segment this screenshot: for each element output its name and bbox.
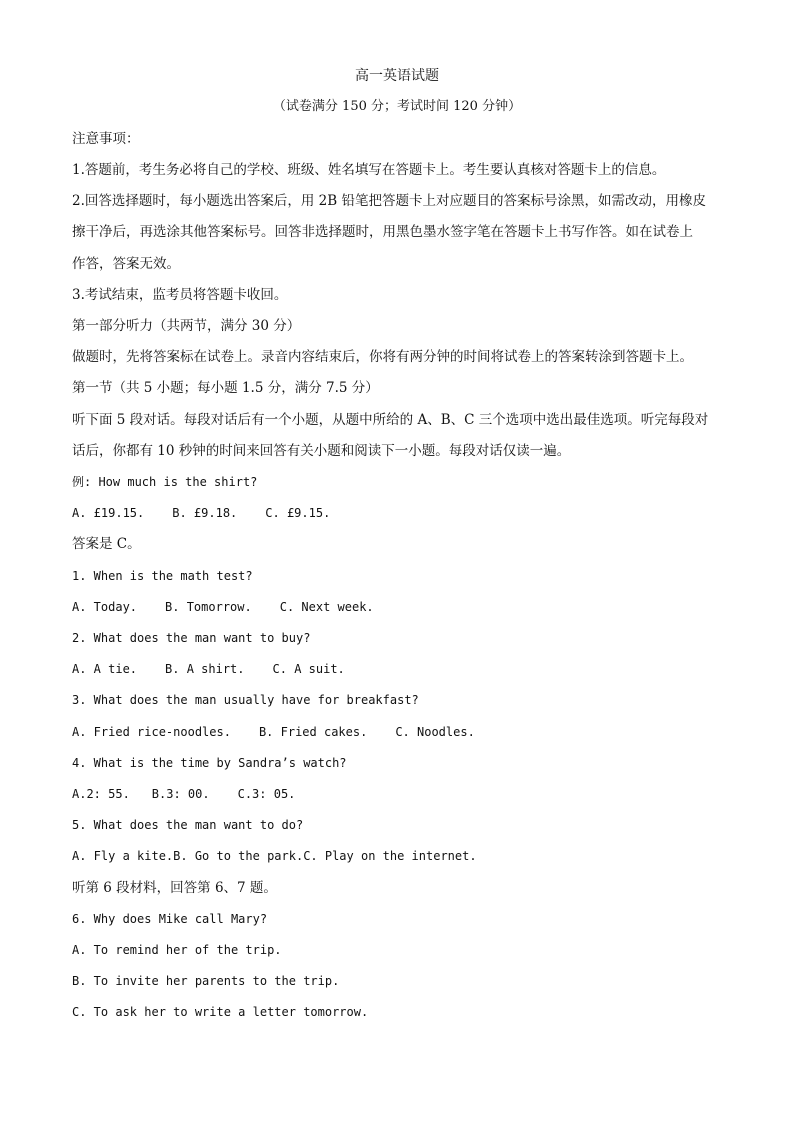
section1-instruction-line-1: 听下面 5 段对话。每段对话后有一个小题，从题中所给的 A、B、C 三个选项中选出最佳选项。听完每段对 — [72, 412, 709, 428]
option-c: C. A suit. — [272, 662, 345, 676]
page-title: 高一英语试题 — [355, 68, 439, 84]
option-b: B. Tomorrow. — [165, 600, 252, 614]
option-a: A. £19.15. — [72, 506, 145, 520]
part1-heading: 第一部分听力（共两节，满分 30 分） — [72, 318, 301, 334]
notice-item-2-line-1: 2.回答选择题时，每小题选出答案后，用 2B 铅笔把答题卡上对应题目的答案标号涂黑，如需改动，用橡皮 — [72, 193, 706, 209]
example-question: 例: How much is the shirt? — [72, 475, 258, 489]
page-subtitle: （试卷满分 150 分；考试时间 120 分钟） — [272, 99, 522, 114]
notice-item-1: 1.答题前，考生务必将自己的学校、班级、姓名填写在答题卡上。考生要认真核对答题卡上的信息。 — [72, 162, 666, 178]
option-b: B. Fried cakes. — [258, 725, 368, 739]
question-6-stem: 6. Why does Mike call Mary? — [72, 912, 268, 926]
notice-heading: 注意事项： — [72, 131, 140, 147]
question-6-option-b: B. To invite her parents to the trip. — [72, 974, 340, 988]
question-3-options — [72, 722, 732, 742]
question-6-option-c: C. To ask her to write a letter tomorrow. — [72, 1005, 369, 1019]
question-1-stem: 1. When is the math test? — [72, 569, 253, 583]
option-b: B. £9.18. — [172, 506, 238, 520]
option-a: A.2: 55. — [72, 787, 130, 801]
option-b: B. A shirt. — [165, 662, 245, 676]
option-c: C. £9.15. — [265, 506, 331, 520]
question-5-options: A. Fly a kite.B. Go to the park.C. Play on the internet. — [72, 849, 477, 863]
option-a: A. Today. — [72, 600, 138, 614]
example-options — [72, 503, 732, 523]
option-c: C.3: 05. — [237, 787, 296, 801]
option-b: B.3: 00. — [151, 787, 210, 801]
option-c: C. Next week. — [279, 600, 374, 614]
part1-instruction: 做题时，先将答案标在试卷上。录音内容结束后，你将有两分钟的时间将试卷上的答案转涂到答题卡上。 — [72, 349, 693, 365]
question-4-stem: 4. What is the time by Sandra’s watch? — [72, 756, 347, 770]
question-1-options — [72, 597, 732, 617]
question-6-option-a: A. To remind her of the trip. — [72, 943, 282, 957]
section1-heading: 第一节（共 5 小题；每小题 1.5 分，满分 7.5 分） — [72, 380, 379, 396]
option-c: C. Noodles. — [395, 725, 475, 739]
question-2-stem: 2. What does the man want to buy? — [72, 631, 311, 645]
question-5-stem: 5. What does the man want to do? — [72, 818, 304, 832]
notice-item-2-line-3: 作答，答案无效。 — [72, 256, 180, 272]
option-a: A. Fried rice-noodles. — [72, 725, 231, 739]
question-4-options — [72, 784, 732, 804]
question-3-stem: 3. What does the man usually have for breakfast? — [72, 693, 419, 707]
material-6-heading: 听第 6 段材料，回答第 6、7 题。 — [72, 880, 277, 896]
section1-instruction-line-2: 话后，你都有 10 秒钟的时间来回答有关小题和阅读下一小题。每段对话仅读一遍。 — [72, 443, 571, 459]
example-answer: 答案是 C。 — [72, 536, 141, 552]
notice-item-2-line-2: 擦干净后，再选涂其他答案标号。回答非选择题时，用黑色墨水签字笔在答题卡上书写作答。如在试卷上 — [72, 224, 693, 240]
option-a: A. A tie. — [72, 662, 138, 676]
notice-item-3: 3.考试结束，监考员将答题卡收回。 — [72, 287, 288, 303]
question-2-options — [72, 659, 732, 679]
